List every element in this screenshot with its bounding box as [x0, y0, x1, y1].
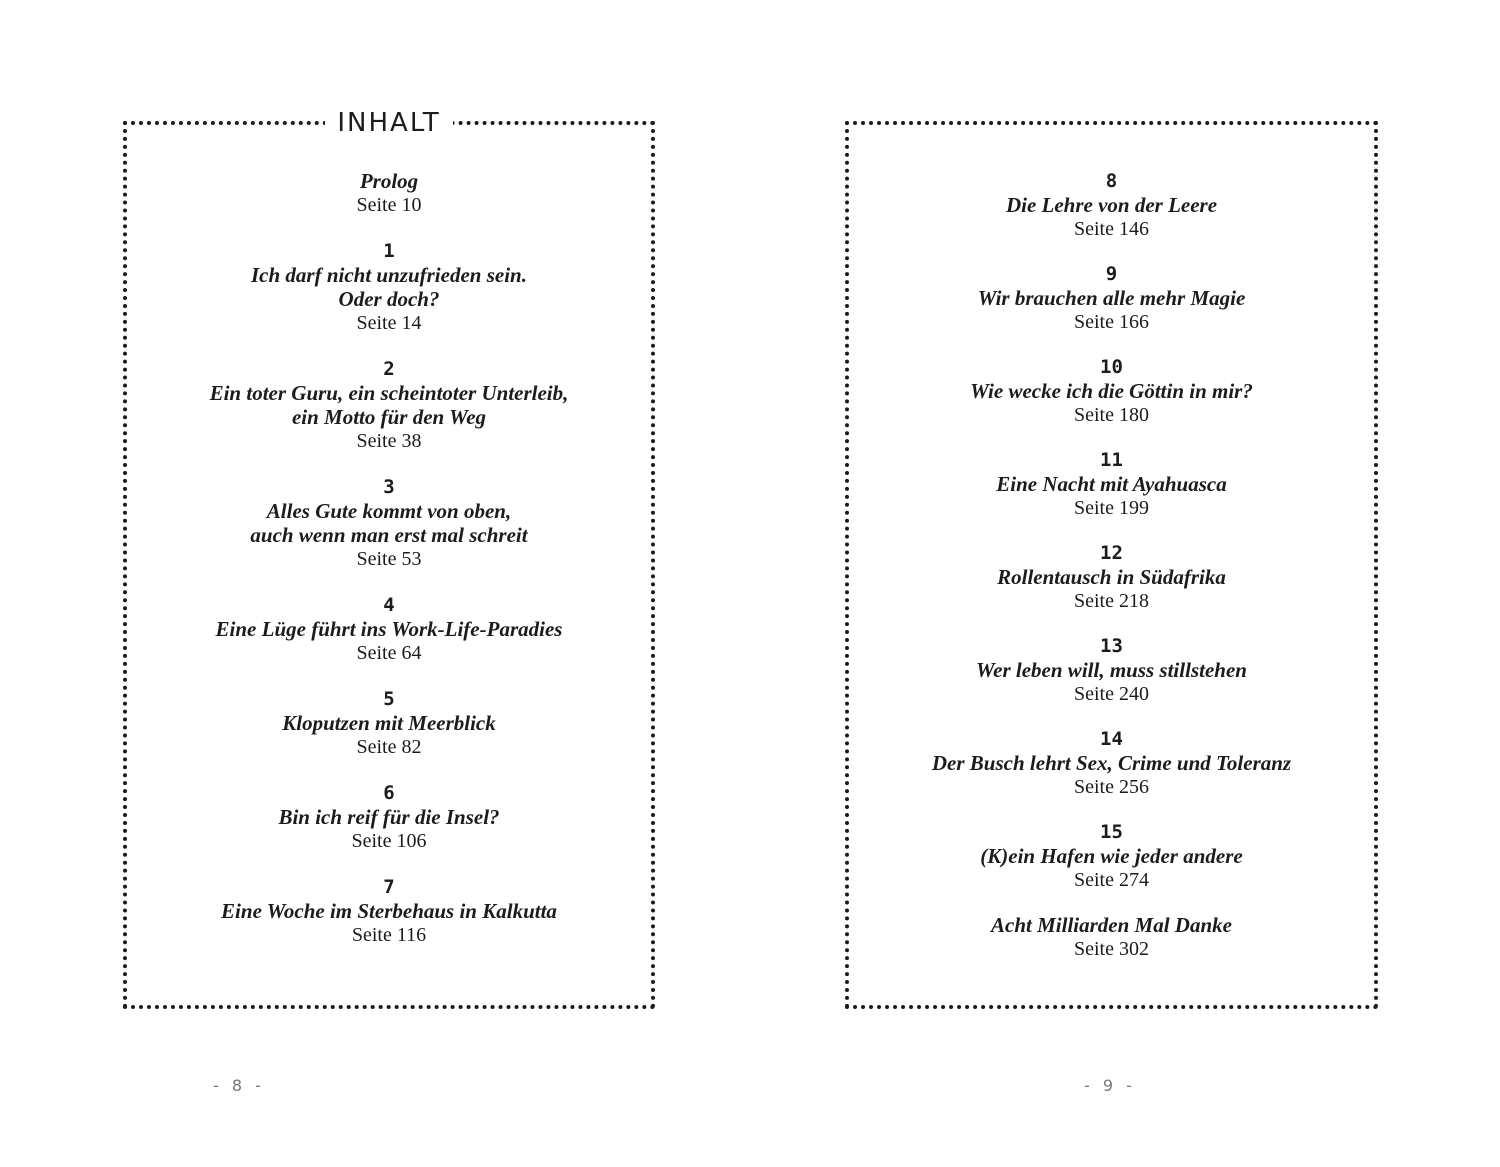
- chapter-title: Prolog: [359, 169, 419, 193]
- chapter-number: 3: [383, 476, 395, 498]
- toc-entry: [849, 448, 1374, 520]
- chapter-title: Oder doch?: [338, 287, 440, 311]
- toc-entry: [849, 727, 1374, 799]
- chapter-page-ref: Seite 146: [1074, 218, 1149, 240]
- chapter-number: 6: [383, 782, 395, 804]
- chapter-number: 4: [383, 594, 395, 616]
- chapter-title: Bin ich reif für die Insel?: [278, 805, 500, 829]
- page-number-left: - 8 -: [213, 1076, 265, 1095]
- chapter-title: (K)ein Hafen wie jeder andere: [980, 844, 1243, 868]
- chapter-title: Alles Gute kommt von oben,: [266, 499, 512, 523]
- chapter-page-ref: Seite 10: [356, 194, 422, 216]
- chapter-number: 8: [1105, 170, 1118, 192]
- chapter-page-ref: Seite 82: [356, 736, 422, 758]
- toc-frame-right: [845, 121, 1378, 1009]
- chapter-page-ref: Seite 64: [356, 642, 422, 664]
- chapter-title: Kloputzen mit Meerblick: [282, 711, 496, 735]
- chapter-title: Ich darf nicht unzufrieden sein.: [251, 263, 527, 287]
- toc-entry: [127, 875, 651, 947]
- chapter-title: Eine Woche im Sterbehaus in Kalkutta: [221, 899, 557, 923]
- toc-entry: [127, 781, 651, 853]
- chapter-page-ref: Seite 38: [356, 430, 422, 452]
- toc-entry: [849, 820, 1374, 892]
- toc-entries-left: [127, 169, 651, 969]
- chapter-number: 12: [1100, 542, 1123, 564]
- chapter-number: 5: [383, 688, 395, 710]
- toc-entry: [127, 687, 651, 759]
- chapter-title: Wie wecke ich die Göttin in mir?: [970, 379, 1253, 403]
- toc-entry: [849, 634, 1374, 706]
- toc-entry: [849, 169, 1374, 241]
- chapter-page-ref: Seite 53: [356, 548, 422, 570]
- toc-entry: [849, 262, 1374, 334]
- chapter-title: Ein toter Guru, ein scheintoter Unterleib,: [209, 381, 569, 405]
- chapter-title: Eine Nacht mit Ayahuasca: [996, 472, 1227, 496]
- chapter-title: ein Motto für den Weg: [291, 405, 487, 429]
- heading-wrap: [127, 103, 651, 143]
- toc-entry: [127, 239, 651, 335]
- chapter-title: Der Busch lehrt Sex, Crime und Toleranz: [931, 751, 1292, 775]
- chapter-page-ref: Seite 256: [1074, 776, 1149, 798]
- chapter-page-ref: Seite 166: [1074, 311, 1149, 333]
- toc-entry: [127, 593, 651, 665]
- toc-entry: [849, 541, 1374, 613]
- chapter-page-ref: Seite 106: [351, 830, 427, 852]
- chapter-title: auch wenn man erst mal schreit: [250, 523, 528, 547]
- chapter-number: 13: [1100, 635, 1123, 657]
- chapter-title: Wer leben will, muss stillstehen: [976, 658, 1247, 682]
- chapter-title: Die Lehre von der Leere: [1005, 193, 1218, 217]
- chapter-title: Wir brauchen alle mehr Magie: [977, 286, 1246, 310]
- chapter-page-ref: Seite 218: [1074, 590, 1149, 612]
- chapter-page-ref: Seite 116: [351, 924, 427, 946]
- chapter-number: 2: [383, 358, 395, 380]
- chapter-page-ref: Seite 199: [1074, 497, 1149, 519]
- chapter-number: 9: [1105, 263, 1118, 285]
- toc-frame-left: [123, 108, 655, 1009]
- chapter-page-ref: Seite 274: [1074, 869, 1149, 891]
- chapter-number: 1: [383, 240, 395, 262]
- chapter-title: Eine Lüge führt ins Work-Life-Paradies: [215, 617, 563, 641]
- toc-entry: [127, 475, 651, 571]
- toc-entries-right: [849, 169, 1374, 982]
- toc-entry: [849, 355, 1374, 427]
- chapter-title: Acht Milliarden Mal Danke: [991, 913, 1232, 937]
- page-number-right: - 9 -: [1084, 1076, 1136, 1095]
- chapter-page-ref: Seite 180: [1074, 404, 1149, 426]
- toc-entry: [127, 169, 651, 217]
- toc-heading: INHALT: [325, 103, 452, 143]
- chapter-page-ref: Seite 302: [1074, 938, 1149, 960]
- chapter-number: 11: [1100, 449, 1123, 471]
- chapter-number: 14: [1100, 728, 1123, 750]
- toc-entry: [127, 357, 651, 453]
- chapter-number: 7: [383, 876, 395, 898]
- toc-entry: [849, 913, 1374, 961]
- chapter-title: Rollentausch in Südafrika: [997, 565, 1226, 589]
- chapter-number: 10: [1100, 356, 1123, 378]
- chapter-page-ref: Seite 14: [356, 312, 422, 334]
- chapter-number: 15: [1100, 821, 1123, 843]
- right-page: [750, 0, 1500, 1167]
- chapter-page-ref: Seite 240: [1074, 683, 1149, 705]
